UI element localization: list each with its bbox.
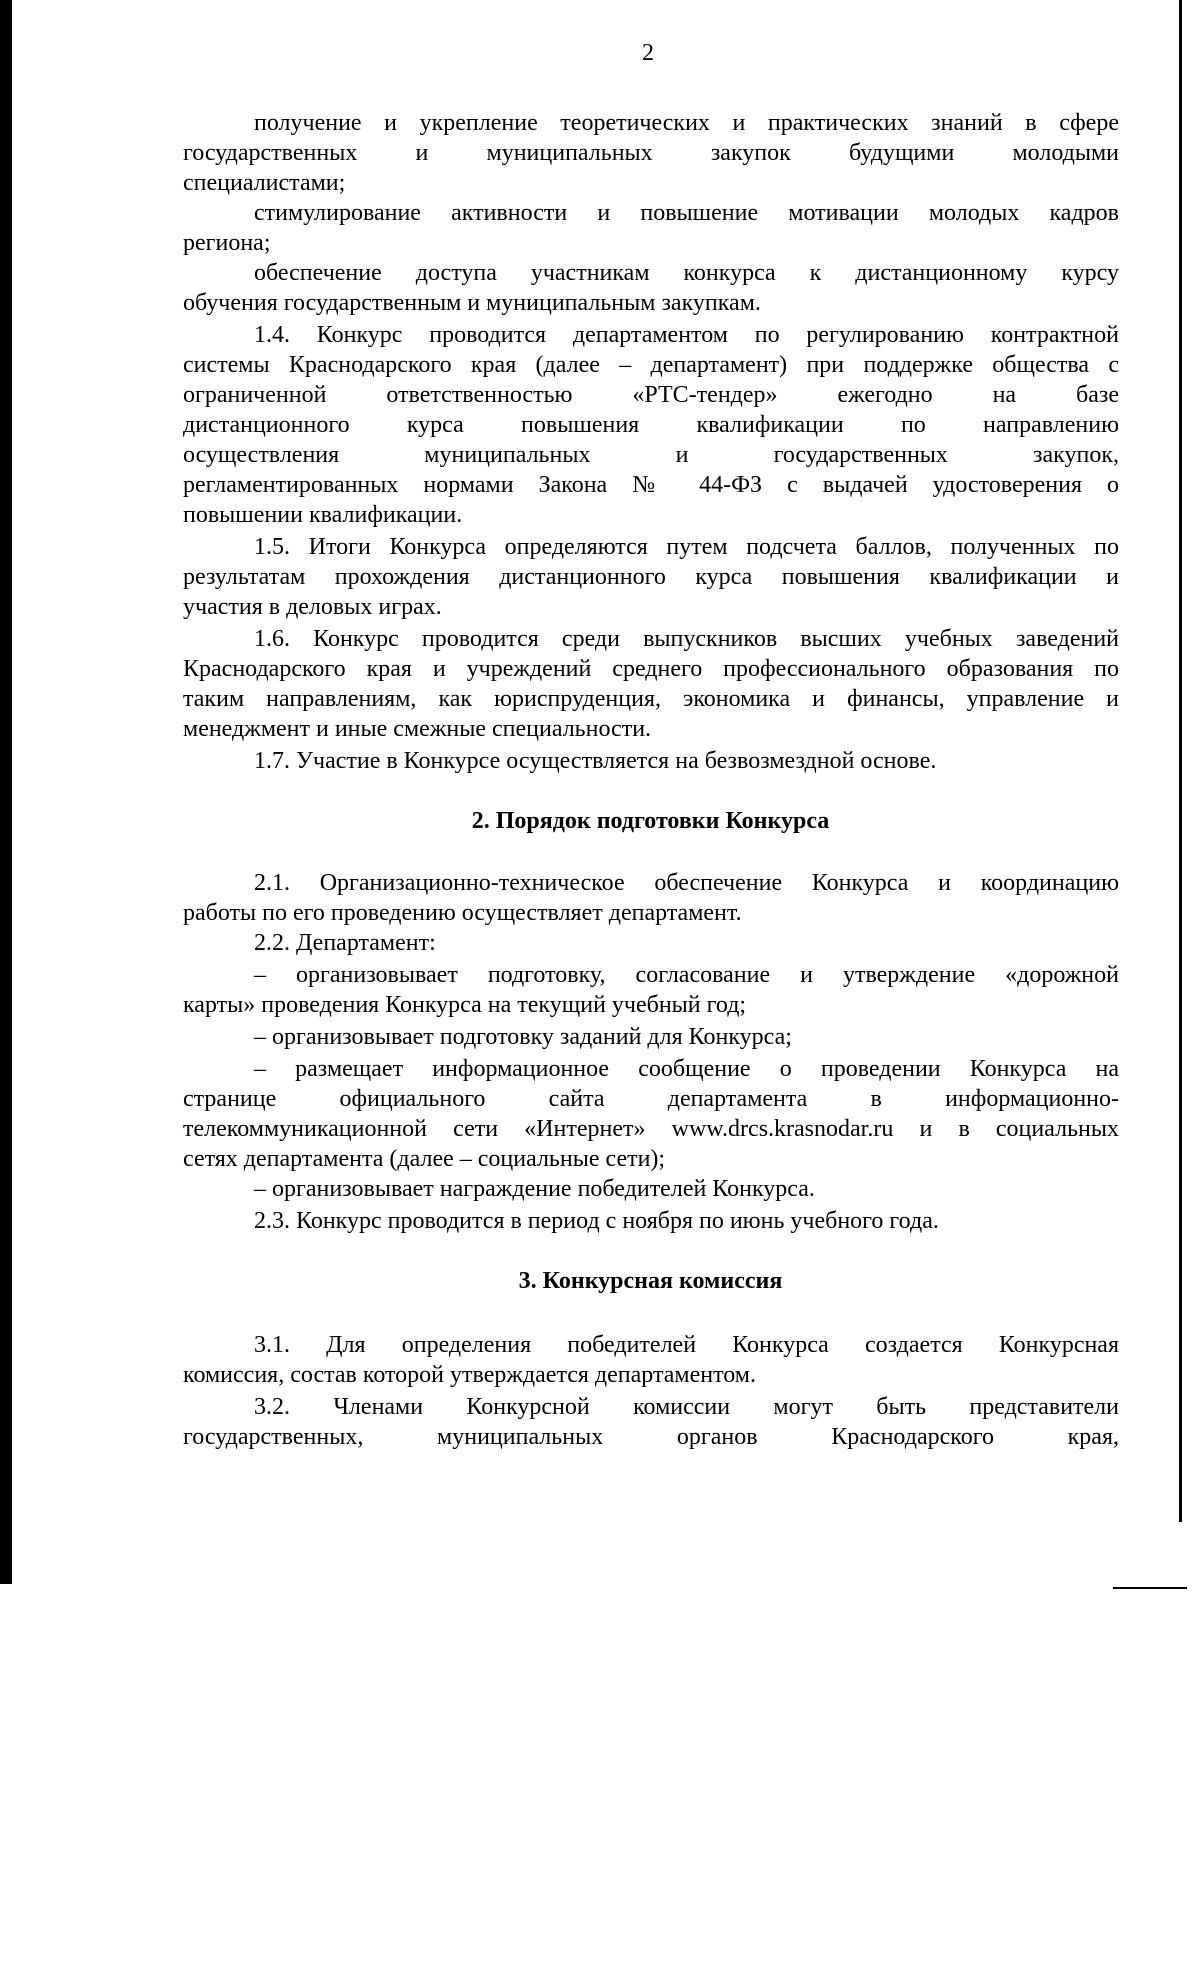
paragraph-line: специалистами; (183, 170, 346, 196)
paragraph-line: комиссия, состав которой утверждается департаментом. (183, 1362, 756, 1388)
paragraph-line: получение и укрепление теоретических и практических знаний в сфере (254, 110, 1119, 136)
paragraph-line: обеспечение доступа участникам конкурса к дистанционному курсу (254, 260, 1119, 286)
paragraph-line: – организовывает подготовку заданий для Конкурса; (254, 1024, 792, 1050)
paragraph-line: Краснодарского края и учреждений среднего профессионального образования по (183, 656, 1119, 682)
scan-edge-bottom (1113, 1587, 1187, 1589)
paragraph-line: сетях департамента (далее – социальные сети); (183, 1146, 666, 1172)
paragraph-line: государственных и муниципальных закупок будущими молодыми (183, 140, 1119, 166)
paragraph-line: телекоммуникационной сети «Интернет» www.drcs.krasnodar.ru и в социальных (183, 1116, 1119, 1142)
paragraph-line: работы по его проведению осуществляет департамент. (183, 900, 742, 926)
paragraph-line: повышении квалификации. (183, 502, 463, 528)
paragraph-line: государственных, муниципальных органов Краснодарского края, (183, 1424, 1119, 1450)
paragraph-line: 3.1. Для определения победителей Конкурса создается Конкурсная (254, 1332, 1119, 1358)
paragraph-line: менеджмент и иные смежные специальности. (183, 716, 652, 742)
paragraph-line: 1.7. Участие в Конкурсе осуществляется на безвозмездной основе. (254, 748, 937, 774)
paragraph-line: таким направлениям, как юриспруденция, экономика и финансы, управление и (183, 686, 1119, 712)
paragraph-line: – организовывает награждение победителей Конкурса. (254, 1176, 815, 1202)
paragraph-line: 1.5. Итоги Конкурса определяются путем подсчета баллов, полученных по (254, 534, 1119, 560)
paragraph-line: дистанционного курса повышения квалификации по направлению (183, 412, 1119, 438)
section-heading: 2. Порядок подготовки Конкурса (471, 808, 830, 834)
paragraph-line: странице официального сайта департамента в информационно- (183, 1086, 1119, 1112)
paragraph-line: стимулирование активности и повышение мотивации молодых кадров (254, 200, 1119, 226)
paragraph-line: – организовывает подготовку, согласование и утверждение «дорожной (254, 962, 1119, 988)
paragraph-line: 2.1. Организационно-техническое обеспечение Конкурса и координацию (254, 870, 1119, 896)
scan-edge-left (0, 0, 12, 1584)
paragraph-line: обучения государственным и муниципальным закупкам. (183, 290, 761, 316)
paragraph-line: ограниченной ответственностью «РТС-тендер» ежегодно на базе (183, 382, 1119, 408)
scan-edge-right (1179, 0, 1182, 1522)
paragraph-line: осуществления муниципальных и государственных закупок, (183, 442, 1119, 468)
page-number: 2 (642, 40, 654, 66)
paragraph-line: результатам прохождения дистанционного курса повышения квалификации и (183, 564, 1119, 590)
paragraph-line: 2.3. Конкурс проводится в период с ноября по июнь учебного года. (254, 1208, 939, 1234)
paragraph-line: 1.4. Конкурс проводится департаментом по регулированию контрактной (254, 322, 1119, 348)
paragraph-line: 1.6. Конкурс проводится среди выпускников высших учебных заведений (254, 626, 1119, 652)
paragraph-line: 2.2. Департамент: (254, 930, 436, 956)
paragraph-line: 3.2. Членами Конкурсной комиссии могут быть представители (254, 1394, 1119, 1420)
paragraph-line: регламентированных нормами Закона № 44-ФЗ с выдачей удостоверения о (183, 472, 1119, 498)
paragraph-line: карты» проведения Конкурса на текущий учебный год; (183, 992, 747, 1018)
paragraph-line: участия в деловых играх. (183, 594, 442, 620)
paragraph-line: системы Краснодарского края (далее – департамент) при поддержке общества с (183, 352, 1119, 378)
paragraph-line: – размещает информационное сообщение о проведении Конкурса на (254, 1056, 1119, 1082)
section-heading: 3. Конкурсная комиссия (518, 1268, 783, 1294)
paragraph-line: региона; (183, 230, 271, 256)
